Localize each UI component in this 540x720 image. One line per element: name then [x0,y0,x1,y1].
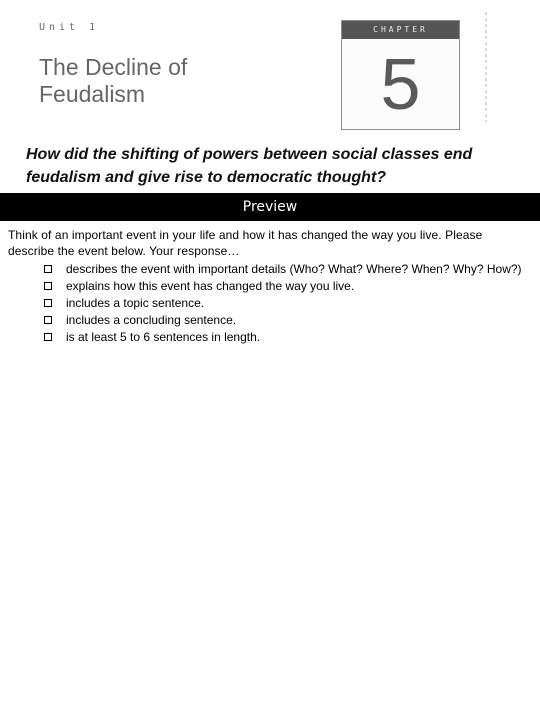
checkbox-icon [44,265,52,273]
chapter-header-image [0,0,540,140]
checklist-item [44,312,524,329]
unit-label: Unit 1 [39,22,100,33]
checklist-item [44,261,524,278]
chapter-number: 5 [380,45,421,125]
chapter-title-line2: Feudalism [39,81,146,107]
scan-edge [485,12,487,122]
checkbox-icon [44,333,52,341]
checkbox-icon [44,282,52,290]
checklist-item-text: is at least 5 to 6 sentences in length. [66,330,261,344]
checkbox-icon [44,316,52,324]
chapter-label: CHAPTER [342,21,459,39]
response-checklist [44,261,524,346]
preview-instructions: Think of an important event in your life and how it has changed the way you live. Please describe the event below. Your response… [8,228,483,258]
checklist-item-text: describes the event with important details (Who? What? Where? When? Why? How?) [66,262,522,276]
checklist-item [44,329,524,346]
preview-banner: Preview [0,193,540,221]
checklist-item-text: includes a concluding sentence. [66,313,237,327]
chapter-title [39,54,187,108]
chapter-title-line1: The Decline of [39,54,188,80]
checklist-item [44,295,524,312]
checklist-item-text: includes a topic sentence. [66,296,205,310]
checklist-item [44,278,524,295]
checkbox-icon [44,299,52,307]
checklist-item-text: explains how this event has changed the way you live. [66,279,355,293]
essential-question: How did the shifting of powers between social classes end feudalism and give rise to democratic thought? [26,146,473,186]
chapter-number-box [341,20,460,130]
